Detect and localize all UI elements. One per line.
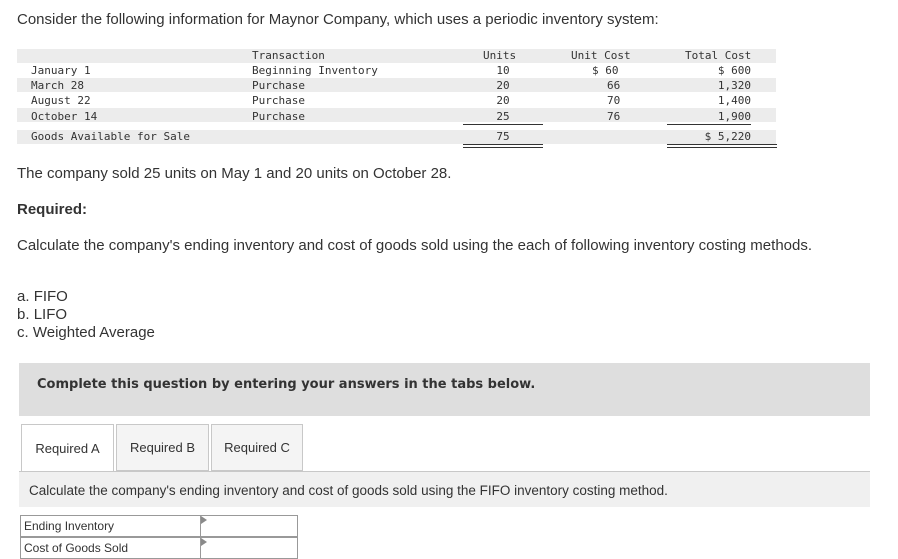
total-label: Goods Available for Sale — [31, 130, 190, 143]
row-transaction: Purchase — [252, 94, 305, 107]
task-text: Calculate the company's ending inventory and cost of goods sold using the each of following inventory costing methods. — [17, 237, 813, 254]
row-band — [17, 78, 776, 92]
sold-text: The company sold 25 units on May 1 and 20 units on October 28. — [17, 165, 452, 182]
row-date: August 22 — [31, 94, 91, 107]
method-letter: b. — [17, 306, 30, 323]
methods-list — [17, 288, 155, 342]
row-total-cost: 1,900 — [717, 110, 751, 123]
subtotal-rule — [667, 124, 751, 125]
method-item — [17, 324, 155, 342]
method-letter: c. — [17, 324, 29, 341]
row-transaction: Purchase — [252, 79, 305, 92]
method-item — [17, 306, 155, 324]
total-units: 75 — [496, 130, 510, 143]
row-unit-cost: $ 60 — [592, 64, 619, 77]
row-units: 10 — [496, 64, 510, 77]
method-letter: a. — [17, 288, 30, 305]
required-label: Required: — [17, 201, 88, 218]
input-marker-icon — [201, 516, 207, 524]
input-marker-icon — [201, 538, 207, 546]
row-band — [17, 108, 776, 122]
row-date: January 1 — [31, 64, 91, 77]
row-units: 25 — [496, 110, 510, 123]
intro-text: Consider the following information for Maynor Company, which uses a periodic inventory system: — [17, 11, 659, 28]
method-name: LIFO — [33, 306, 68, 323]
row-unit-cost: 76 — [607, 110, 621, 123]
header-units: Units — [483, 49, 517, 62]
total-double-rule — [463, 147, 543, 148]
tab-required-b[interactable]: Required B — [116, 424, 209, 471]
method-name: FIFO — [33, 288, 68, 305]
ending-inventory-input[interactable] — [200, 515, 298, 537]
row-total-cost: 1,400 — [717, 94, 751, 107]
tab-required-a[interactable]: Required A — [21, 424, 114, 472]
method-name: Weighted Average — [32, 324, 155, 341]
answer-label: Ending Inventory — [20, 515, 200, 537]
header-unit-cost: Unit Cost — [571, 49, 631, 62]
answer-label: Cost of Goods Sold — [20, 537, 200, 559]
row-total-cost: 1,320 — [717, 79, 751, 92]
row-unit-cost: 70 — [607, 94, 621, 107]
total-double-rule — [463, 144, 543, 145]
instruction-banner — [19, 363, 870, 416]
row-date: October 14 — [31, 110, 98, 123]
total-cost: $ 5,220 — [704, 130, 751, 143]
tab-required-c[interactable]: Required C — [211, 424, 303, 471]
tab-instruction-text: Calculate the company's ending inventory and cost of goods sold using the FIFO inventory costing method. — [29, 483, 668, 498]
method-item — [17, 288, 155, 306]
row-transaction: Beginning Inventory — [252, 64, 378, 77]
total-double-rule — [667, 147, 777, 148]
row-units: 20 — [496, 79, 510, 92]
row-total-cost: $ 600 — [717, 64, 751, 77]
header-transaction: Transaction — [252, 49, 325, 62]
answer-row-ending-inventory — [20, 515, 298, 537]
header-total-cost: Total Cost — [685, 49, 752, 62]
row-transaction: Purchase — [252, 110, 305, 123]
row-date: March 28 — [31, 79, 84, 92]
banner-text: Complete this question by entering your answers in the tabs below. — [37, 377, 536, 392]
table-header-band — [17, 49, 776, 63]
tab-instruction — [19, 472, 870, 507]
subtotal-rule — [463, 124, 543, 125]
row-units: 20 — [496, 94, 510, 107]
row-unit-cost: 66 — [607, 79, 621, 92]
total-double-rule — [667, 144, 777, 145]
